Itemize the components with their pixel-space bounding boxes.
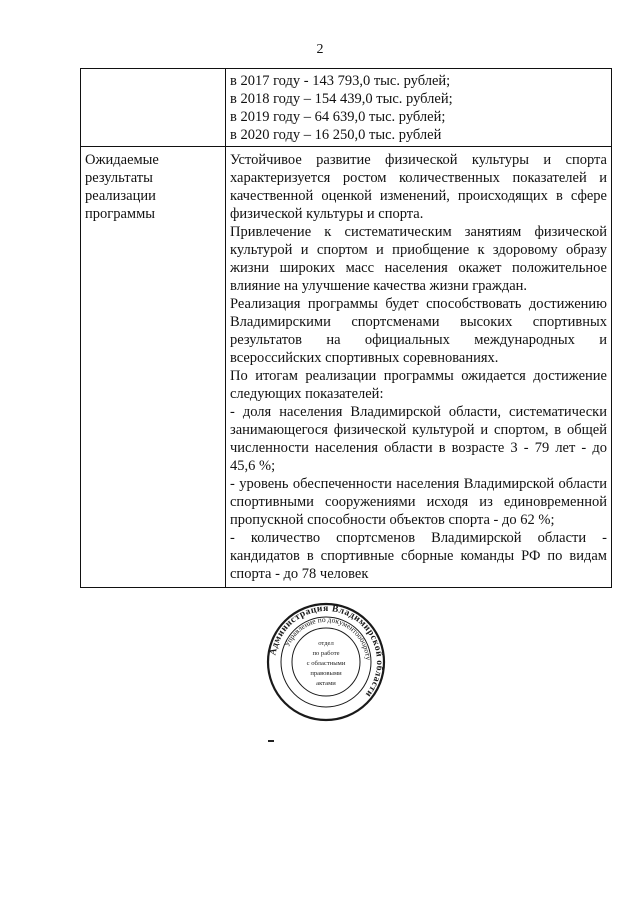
funding-line-2018: в 2018 году – 154 439,0 тыс. рублей; [230, 91, 453, 107]
stamp-inner-text: Управление по документообороту [282, 614, 373, 661]
stamp-outer-text: Администрация Владимирской области [268, 603, 385, 699]
funding-label-cell [81, 69, 226, 147]
official-stamp [266, 602, 386, 722]
expected-results-label: Ожидаемые результаты реализации программы [81, 147, 226, 588]
indicator-facilities-provision: - уровень обеспеченности населения Владимирской области спортивными сооружениями исходя из единовременной пропускной способности объектов спорта - до 62 %; [230, 476, 607, 528]
page-number: 2 [316, 42, 324, 57]
stray-mark [268, 740, 274, 742]
funding-line-2019: в 2019 году – 64 639,0 тыс. рублей; [230, 109, 446, 125]
results-paragraph-development: Устойчивое развитие физической культуры и спорта характеризуется ростом количественных показателей и качественной оценкой изменений, происходящих в сфере физической культуры и спорта. [230, 152, 607, 222]
program-passport-table [80, 68, 612, 588]
expected-results-text [226, 147, 612, 588]
funding-line-2017: в 2017 году - 143 793,0 тыс. рублей; [230, 73, 451, 89]
stamp-center-line-5: актами [316, 680, 336, 687]
stamp-center-line-3: с областными [306, 660, 346, 667]
indicator-national-team-candidates: - количество спортсменов Владимирской области - кандидатов в спортивные сборные команды РФ по видам спорта - до 78 человек [230, 530, 607, 582]
funding-line-2020: в 2020 году – 16 250,0 тыс. рублей [230, 127, 442, 143]
stamp-center-line-2: по работе [312, 650, 340, 657]
stamp-center-line-4: правовыми [310, 670, 342, 677]
results-paragraph-achievements: Реализация программы будет способствовать достижению Владимирскими спортсменами высоких спортивных результатов на официальных международных и всероссийских спортивных соревнованиях. [230, 296, 607, 366]
indicator-population-share: - доля населения Владимирской области, систематически занимающегося физической культурой и спортом, в общей численности населения области в возрасте 3 - 79 лет - до 45,6 %; [230, 404, 607, 474]
results-paragraph-involvement: Привлечение к систематическим занятиям физической культурой и спортом и приобщение к здоровому образу жизни широких масс населения окажет положительное влияние на улучшение качества жизни граждан. [230, 224, 607, 294]
table-row-funding [81, 69, 612, 147]
funding-value-cell [226, 69, 612, 147]
results-paragraph-indicators-intro: По итогам реализации программы ожидается достижение следующих показателей: [230, 368, 607, 402]
table-row-expected-results [81, 147, 612, 588]
stamp-center-line-1: отдел [318, 640, 334, 647]
